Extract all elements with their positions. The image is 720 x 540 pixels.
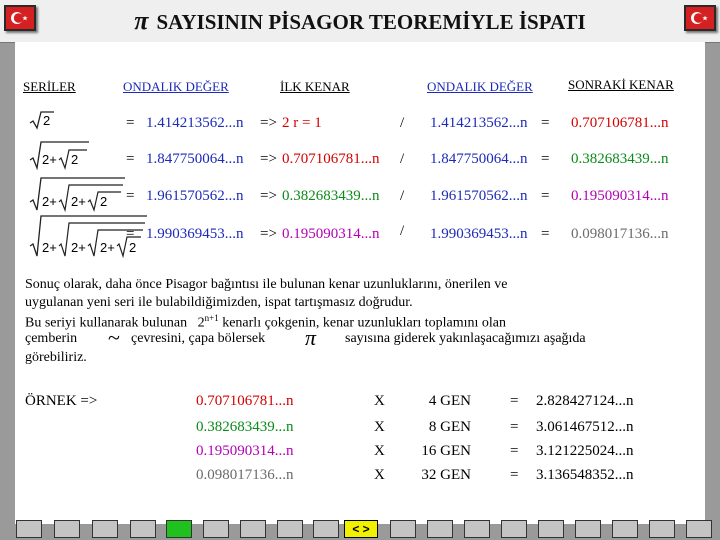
svg-text:2+: 2+ [42,152,57,167]
next-side-value: 0.195090314...n [571,188,669,204]
nested-radical-3-icon [29,176,127,212]
slash: / [400,188,405,204]
first-side-value: 0.707106781...n [282,151,380,167]
conclusion-line-5: görebiliriz. [25,350,87,365]
content-panel [15,42,705,524]
slide-nav-button[interactable] [575,520,601,538]
slide-nav-button[interactable] [390,520,416,538]
header-sonraki-kenar: SONRAKİ KENAR [568,77,674,92]
next-side-value: 0.098017136...n [571,226,669,242]
svg-text:2+: 2+ [71,240,86,255]
polygon-count: 4 GEN [428,393,471,409]
multiply-sign: X [374,443,385,459]
polygon-count: 32 GEN [421,467,471,483]
slide-nav-button[interactable] [501,520,527,538]
slide-nav-button[interactable] [427,520,453,538]
next-side-value: 0.382683439...n [571,151,669,167]
equals-sign-2: = [541,115,550,131]
title-bar [0,0,720,43]
pi-symbol: π [305,325,317,350]
decimal-value: 1.414213562...n [146,115,244,131]
result-value: 3.136548352...n [536,467,634,483]
nav-prev-next-button[interactable]: < > [344,520,378,538]
svg-text:2+: 2+ [100,240,115,255]
first-side-value: 2 r = 1 [282,115,322,131]
polygon-count: 16 GEN [421,443,471,459]
svg-text:2: 2 [43,113,51,128]
sqrt-2-formula-icon [29,110,55,130]
example-label: ÖRNEK => [25,393,98,409]
equals-sign: = [510,467,519,483]
title-text: SAYISININ PİSAGOR TEOREMİYLE İSPATI [156,10,586,34]
slide-nav-button[interactable] [612,520,638,538]
decimal-value-2: 1.414213562...n [430,115,528,131]
power-exponent: n+1 [204,313,219,323]
nested-radical-2-icon [29,140,91,170]
multiply-sign: X [374,419,385,435]
example-value: 0.707106781...n [196,393,294,409]
conclusion-line-3-start: Bu seriyi kullanarak bulunan [25,315,188,331]
slash: / [400,151,405,167]
slide-nav-button[interactable] [16,520,42,538]
slide-nav-button-current[interactable] [166,520,192,538]
header-ondalik-deger-2: ONDALIK DEĞER [427,79,533,94]
arrow: => [260,188,277,204]
header-seriler: SERİLER [23,79,76,94]
arrow: => [260,226,277,242]
slide-nav-button[interactable] [277,520,303,538]
slide-nav-button[interactable] [686,520,712,538]
equals-sign: = [510,393,519,409]
example-value: 0.195090314...n [196,443,294,459]
slide-nav-button[interactable] [203,520,229,538]
decimal-value: 1.961570562...n [146,188,244,204]
slide-nav-button[interactable] [649,520,675,538]
turkish-flag-icon [684,5,716,31]
equals-sign-2: = [541,226,550,242]
next-side-value: 0.707106781...n [571,115,669,131]
slide-nav-button[interactable] [313,520,339,538]
decimal-value-2: 1.961570562...n [430,188,528,204]
slide-nav-button[interactable] [538,520,564,538]
tilde-symbol: ~ [108,325,120,350]
equals-sign: = [126,151,135,167]
slide-nav-button[interactable] [240,520,266,538]
example-value: 0.098017136...n [196,467,294,483]
result-value: 3.061467512...n [536,419,634,435]
equals-sign: = [126,226,135,242]
decimal-value: 1.990369453...n [146,226,244,242]
conclusion-line-3-end: kenarlı çokgenin, kenar uzunlukları toplamını olan [222,315,507,331]
svg-text:2+: 2+ [42,240,57,255]
result-value: 3.121225024...n [536,443,634,459]
equals-sign: = [126,115,135,131]
example-value: 0.382683439...n [196,419,294,435]
arrow: => [260,115,277,131]
equals-sign: = [126,188,135,204]
equals-sign: = [510,419,519,435]
conclusion-line-1: Sonuç olarak, daha önce Pisagor bağıntısı ile bulunan kenar uzunluklarını, önerilen ve [25,277,508,292]
svg-text:2: 2 [100,194,108,209]
decimal-value-2: 1.847750064...n [430,151,528,167]
pi-symbol: π [134,6,149,35]
decimal-value: 1.847750064...n [146,151,244,167]
conclusion-line-4-start: çemberin [25,331,78,346]
arrow: => [260,151,277,167]
slash: / [400,223,405,239]
conclusion-line-4-middle: çevresini, çapa bölersek [131,331,266,346]
result-value: 2.828427124...n [536,393,634,409]
multiply-sign: X [374,467,385,483]
slide-nav-button[interactable] [54,520,80,538]
svg-text:2: 2 [71,152,79,167]
page-title [0,6,720,36]
svg-text:2: 2 [129,240,137,255]
svg-text:2+: 2+ [71,194,86,209]
equals-sign-2: = [541,188,550,204]
first-side-value: 0.382683439...n [282,188,380,204]
slash: / [400,115,405,131]
slide-nav-button[interactable] [92,520,118,538]
conclusion-line-2: uygulanan yeni seri ile bulabildiğimizden, ispat tartışmasız doğrudur. [25,295,413,310]
conclusion-line-3 [25,313,506,332]
multiply-sign: X [374,393,385,409]
first-side-value: 0.195090314...n [282,226,380,242]
polygon-count: 8 GEN [428,419,471,435]
header-ondalik-deger: ONDALIK DEĞER [123,79,229,94]
power-base: 2 [197,315,205,331]
header-ilk-kenar: İLK KENAR [280,79,350,94]
slide-nav-button[interactable] [464,520,490,538]
decimal-value-2: 1.990369453...n [430,226,528,242]
slide-nav-button[interactable] [130,520,156,538]
svg-text:2+: 2+ [42,194,57,209]
equals-sign-2: = [541,151,550,167]
equals-sign: = [510,443,519,459]
conclusion-line-4-end: sayısına giderek yakınlaşacağımızı aşağıda [345,331,586,346]
